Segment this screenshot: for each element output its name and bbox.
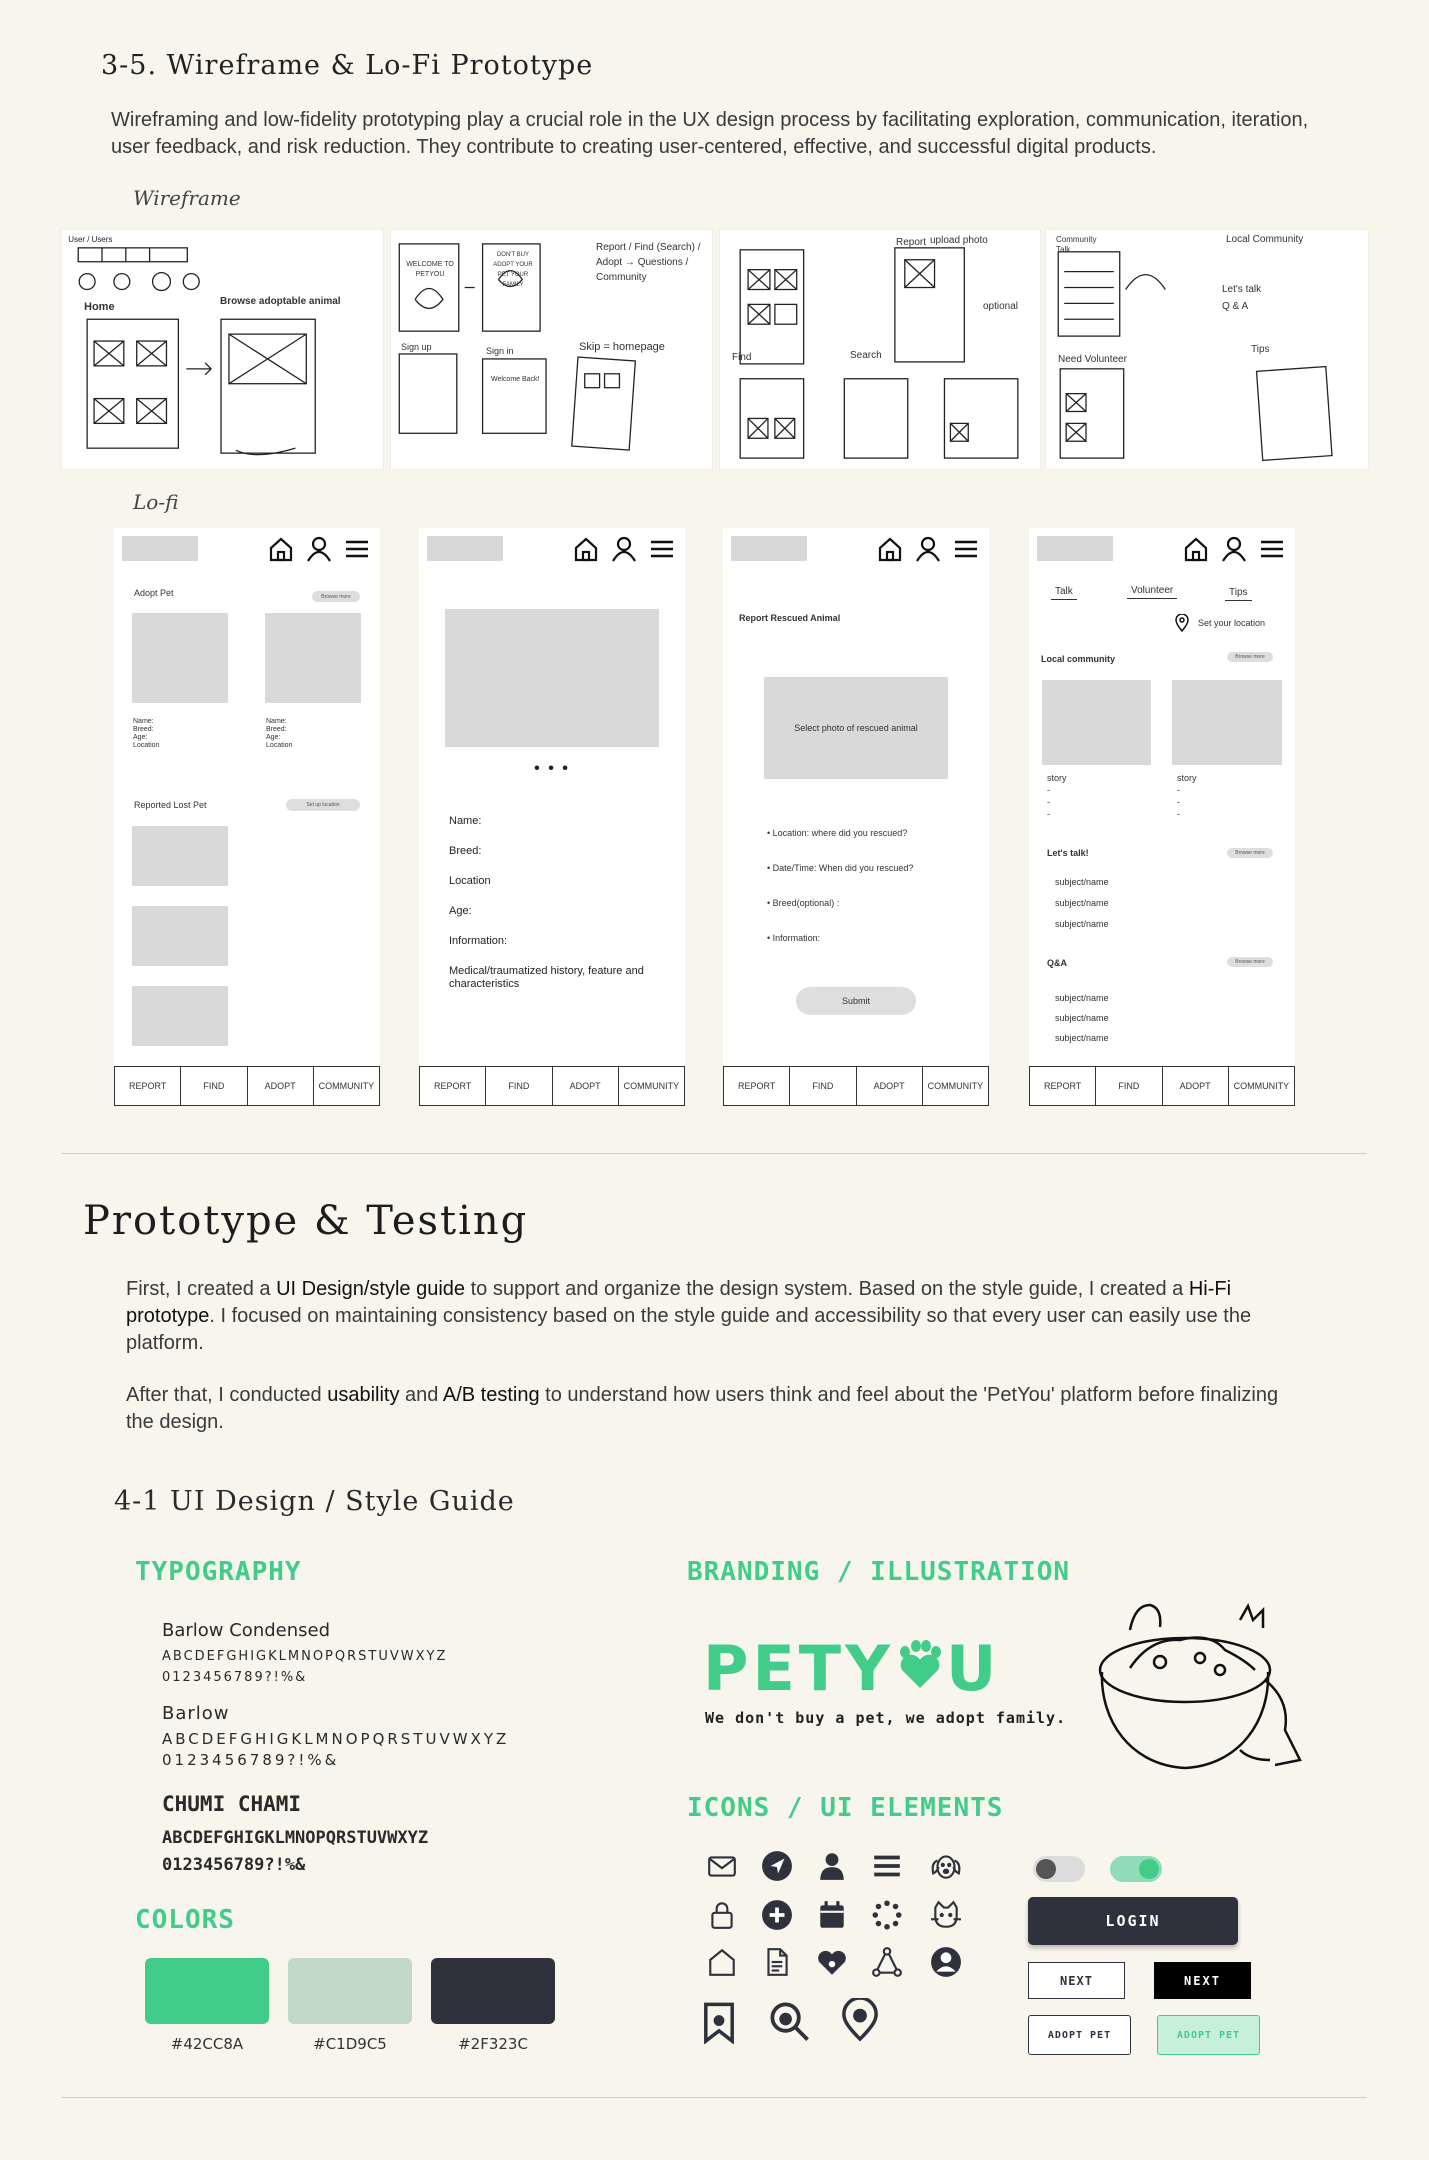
colors-heading: COLORS (135, 1905, 235, 1935)
user-icon[interactable] (1219, 534, 1249, 564)
story-image (1172, 680, 1282, 765)
nav-community[interactable]: COMMUNITY (318, 1081, 375, 1091)
section-divider (61, 1153, 1367, 1154)
logo-placeholder (427, 536, 503, 561)
breed-field: Breed: (449, 845, 482, 857)
nav-adopt[interactable]: ADOPT (553, 1067, 619, 1105)
font-name: Barlow (162, 1703, 230, 1724)
talk-list: subject/name subject/name subject/name (1055, 877, 1109, 929)
nav-adopt[interactable]: ADOPT (248, 1067, 314, 1105)
nav-find[interactable]: FIND (1096, 1067, 1162, 1105)
bottom-nav (419, 1066, 685, 1106)
pet-photo (445, 609, 659, 747)
logo-text: U (945, 1632, 1001, 1705)
color-hex: #C1D9C5 (313, 2035, 387, 2053)
dog-bowl-illustration (1090, 1600, 1305, 1772)
browse-more-button[interactable]: Browse more (1227, 848, 1273, 858)
browse-more-button[interactable]: Browse more (1227, 652, 1273, 662)
toggle-off[interactable] (1033, 1856, 1085, 1882)
menu-icon[interactable] (951, 534, 981, 564)
sketch-list: Report / Find (Search) / Adopt → Questions / Community (596, 242, 701, 283)
next-button-outline[interactable]: NEXT (1028, 1962, 1125, 1999)
logo-text: PETY (703, 1632, 894, 1705)
breed-bullet: • Breed(optional) : (767, 898, 840, 908)
account-icon (930, 1946, 962, 1978)
bottom-nav (114, 1066, 380, 1106)
sketch-search: Search (850, 350, 882, 361)
home-icon[interactable] (875, 534, 905, 564)
location-bullet: • Location: where did you rescued? (767, 828, 908, 838)
adopt-pet-button-green[interactable]: ADOPT PET (1157, 2015, 1260, 2055)
nav-report[interactable]: REPORT (420, 1067, 486, 1105)
information-bullet: • Information: (767, 933, 821, 943)
select-photo-button[interactable]: Select photo of rescued animal (764, 677, 948, 779)
story-info: story - - - (1047, 773, 1067, 819)
lets-talk-title: Let's talk! (1047, 848, 1089, 858)
nav-find[interactable]: FIND (486, 1067, 552, 1105)
user-icon (816, 1850, 848, 1882)
color-hex: #2F323C (458, 2035, 528, 2053)
set-location-button[interactable]: Set up location (286, 799, 360, 811)
pet-info: Name: Breed: Age: Location (266, 718, 293, 749)
typography-heading: TYPOGRAPHY (135, 1557, 302, 1587)
bottom-nav (723, 1066, 989, 1106)
wireframe-sketch-report (719, 229, 1041, 470)
wireframe-sketch-community (1045, 229, 1369, 470)
section-divider (61, 2097, 1367, 2098)
color-swatch-green (145, 1958, 269, 2024)
location-pin-icon (1175, 614, 1189, 632)
svg-text:User / Users: User / Users (68, 234, 113, 244)
font-letters: ABCDEFGHIGKLMNOPQRSTUVWXYZ (162, 1730, 510, 1748)
story-image (1042, 680, 1151, 765)
wireframe-sketch-onboarding (390, 229, 713, 470)
carousel-dots[interactable]: • • • (534, 760, 570, 777)
home-icon[interactable] (266, 534, 296, 564)
reported-lost-title: Reported Lost Pet (134, 800, 207, 810)
pet-info: Name: Breed: Age: Location (133, 718, 160, 749)
name-field: Name: (449, 815, 482, 827)
sketch-optional: optional (983, 301, 1019, 312)
style-guide-heading: 4-1 UI Design / Style Guide (114, 1486, 515, 1517)
adopt-pet-title: Adopt Pet (134, 588, 174, 598)
font-name: CHUMI CHAMI (162, 1792, 302, 1816)
search-paw-icon (768, 2000, 812, 2044)
heart-paw-icon (816, 1946, 848, 1978)
home-icon (706, 1946, 738, 1978)
home-icon[interactable] (571, 534, 601, 564)
color-swatch-dark (431, 1958, 555, 2024)
lock-icon (706, 1899, 738, 1931)
nav-report[interactable]: REPORT (724, 1067, 790, 1105)
tab-talk[interactable]: Talk (1051, 587, 1077, 600)
proto-heading: Prototype & Testing (83, 1198, 529, 1244)
set-location-link[interactable]: Set your location (1198, 618, 1266, 628)
nav-find[interactable]: FIND (181, 1067, 247, 1105)
user-icon[interactable] (913, 534, 943, 564)
user-icon[interactable] (304, 534, 334, 564)
plus-icon (761, 1899, 793, 1931)
share-icon (871, 1946, 903, 1978)
information-field: Information: (449, 935, 508, 947)
sketch-qa: Q & A (1222, 301, 1249, 312)
intro-paragraph: Wireframing and low-fidelity prototyping play a crucial role in the UX design process by facilitating exploration, communication, iteration, user feedback, and risk reduction. They contribute to creating user-centered, effective, and successful digital products. (111, 109, 1309, 158)
loading-icon (871, 1899, 903, 1931)
nav-adopt[interactable]: ADOPT (1163, 1067, 1229, 1105)
sketch-lets-talk: Let's talk (1222, 284, 1262, 295)
nav-community[interactable]: COMMUNITY (623, 1081, 680, 1091)
submit-button[interactable]: Submit (796, 987, 916, 1015)
font-numbers: 0123456789?!%& (162, 1670, 308, 1685)
sketch-skip: Skip = homepage (579, 341, 665, 353)
mail-icon (706, 1850, 738, 1882)
adopt-pet-button-outline[interactable]: ADOPT PET (1028, 2015, 1131, 2055)
color-swatch-mint (288, 1958, 412, 2024)
history-field: Medical/traumatized history, feature and characteristics (449, 965, 644, 990)
menu-icon[interactable] (1257, 534, 1287, 564)
sketch-tips: Tips (1251, 344, 1270, 355)
wireframe-label: Wireframe (133, 186, 241, 210)
sketch-dont-buy: DON'T BUY ADOPT YOUR PET YOUR FAMILY (493, 252, 533, 288)
font-letters: ABCDEFGHIGKLMNOPQRSTUVWXYZ (162, 1828, 429, 1848)
icons-heading: ICONS / UI ELEMENTS (687, 1793, 1004, 1823)
tab-tips[interactable]: Tips (1225, 588, 1252, 601)
local-community-title: Local community (1041, 654, 1116, 664)
logo-placeholder (731, 536, 807, 561)
nav-adopt[interactable]: ADOPT (857, 1067, 923, 1105)
tab-volunteer[interactable]: Volunteer (1127, 586, 1177, 599)
wireframe-sketch-home (61, 229, 384, 470)
lofi-screen-adopt (114, 528, 380, 1106)
home-icon[interactable] (1181, 534, 1211, 564)
proto-paragraph-2: After that, I conducted usability and A/B testing to understand how users think and feel about the 'PetYou' platform before finalizing the design. (126, 1384, 1279, 1433)
sketch-welcome: WELCOME TO PETYOU (406, 261, 454, 278)
sketch-find: Find (732, 352, 752, 363)
lofi-screen-community (1029, 528, 1295, 1106)
lost-pet-image (132, 986, 228, 1046)
report-title: Report Rescued Animal (739, 613, 841, 623)
menu-icon[interactable] (647, 534, 677, 564)
datetime-bullet: • Date/Time: When did you rescued? (767, 863, 914, 873)
sketch-sign-up: Sign up (401, 342, 432, 352)
sketch-report: Report (896, 237, 927, 248)
branding-heading: BRANDING / ILLUSTRATION (687, 1557, 1071, 1587)
pet-image (132, 613, 228, 703)
sketch-upload: upload photo (930, 235, 988, 246)
calendar-icon (816, 1899, 848, 1931)
nav-community[interactable]: COMMUNITY (1233, 1081, 1290, 1091)
qa-title: Q&A (1047, 958, 1067, 968)
lofi-screen-pet-detail (419, 528, 685, 1106)
lofi-label: Lo-fi (133, 490, 179, 514)
lofi-screen-report (723, 528, 989, 1106)
sketch-welcome-back: Welcome Back! (491, 376, 540, 383)
bookmark-paw-icon (697, 2000, 741, 2044)
age-field: Age: (449, 905, 472, 917)
font-numbers: 0123456789?!%& (162, 1855, 306, 1875)
bottom-nav (1029, 1066, 1295, 1106)
lost-pet-image (132, 906, 228, 966)
navigation-icon (761, 1850, 793, 1882)
font-letters: ABCDEFGHIGKLMNOPQRSTUVWXYZ (162, 1649, 448, 1664)
nav-find[interactable]: FIND (790, 1067, 856, 1105)
petyou-logo (703, 1632, 1001, 1705)
menu-icon (871, 1850, 903, 1882)
logo-placeholder (1037, 536, 1113, 561)
nav-report[interactable]: REPORT (115, 1067, 181, 1105)
tagline: We don't buy a pet, we adopt family. (705, 1709, 1067, 1727)
user-icon[interactable] (609, 534, 639, 564)
story-info: story - - - (1177, 773, 1197, 819)
lost-pet-image (132, 826, 228, 886)
dog-icon (930, 1850, 962, 1882)
browse-more-button[interactable]: Browse more (1227, 957, 1273, 967)
qa-list: subject/name subject/name subject/name (1055, 993, 1109, 1043)
sketch-browse-title: Browse adoptable animal (220, 296, 341, 307)
toggle-on[interactable] (1110, 1856, 1162, 1882)
location-field: Location (449, 875, 491, 887)
nav-report[interactable]: REPORT (1030, 1067, 1096, 1105)
cat-icon (930, 1899, 962, 1931)
document-icon (761, 1946, 793, 1978)
login-button[interactable]: LOGIN (1028, 1897, 1238, 1945)
next-button-filled[interactable]: NEXT (1154, 1962, 1251, 1999)
paw-heart-icon (894, 1640, 946, 1692)
font-name: Barlow Condensed (162, 1620, 331, 1641)
sketch-need-vol: Need Volunteer (1058, 354, 1127, 365)
sketch-local: Local Community (1226, 234, 1304, 245)
pet-image (265, 613, 361, 703)
sketch-sign-in: Sign in (486, 346, 514, 356)
font-numbers: 0123456789?!%& (162, 1751, 340, 1769)
location-paw-icon (838, 1998, 882, 2042)
color-hex: #42CC8A (170, 2035, 244, 2053)
section-heading: 3-5. Wireframe & Lo-Fi Prototype (101, 50, 594, 81)
sketch-community: Community Talk (1056, 235, 1097, 254)
menu-icon[interactable] (342, 534, 372, 564)
browse-more-button[interactable]: Browse more (312, 591, 360, 602)
nav-community[interactable]: COMMUNITY (927, 1081, 984, 1091)
proto-paragraph-1: First, I created a UI Design/style guide to support and organize the design system. Based on the style guide, I created a Hi-Fi prototype. I focused on maintaining consistency based on the style guide and accessibility so that every user can easily use the platform. (126, 1278, 1252, 1354)
sketch-home-title: Home (84, 301, 115, 313)
logo-placeholder (122, 536, 198, 561)
